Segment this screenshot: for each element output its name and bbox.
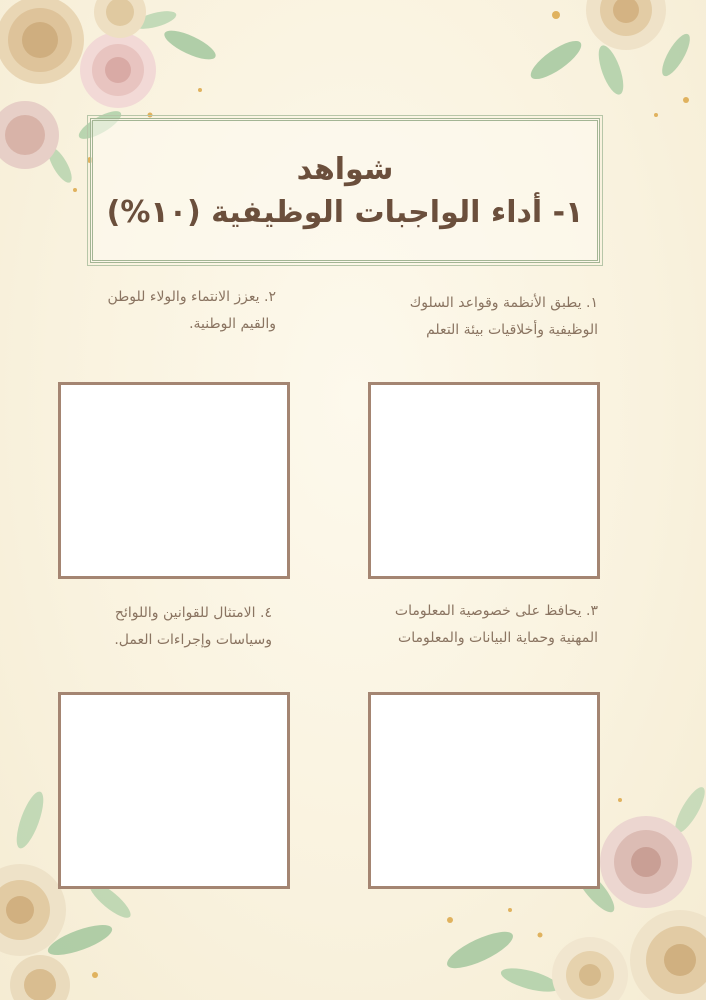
page-subtitle: ١- أداء الواجبات الوظيفية (١٠%) [106,194,584,230]
evidence-item-1-photo-box[interactable] [368,382,600,579]
evidence-item-2-label: ٢. يعزز الانتماء والولاء للوطن والقيم الوطنية. [107,289,276,332]
evidence-item-3-label: ٣. يحافظ على خصوصية المعلومات المهنية وحماية البيانات والمعلومات [394,603,598,646]
evidence-item-3-photo-box[interactable] [368,692,600,889]
evidence-item-4-photo-box[interactable] [58,692,290,889]
evidence-item-2-photo-box[interactable] [58,382,290,579]
title-frame [90,118,600,263]
page-title: شواهد [296,151,394,187]
evidence-item-4-label: ٤. الامتثال للقوانين واللوائح وسياسات وإجراءات العمل. [114,605,272,648]
evidence-item-1-label: ١. يطبق الأنظمة وقواعد السلوك الوظيفية وأخلاقيات بيئة التعلم [409,295,598,338]
floral-top-right-decoration [516,0,706,130]
